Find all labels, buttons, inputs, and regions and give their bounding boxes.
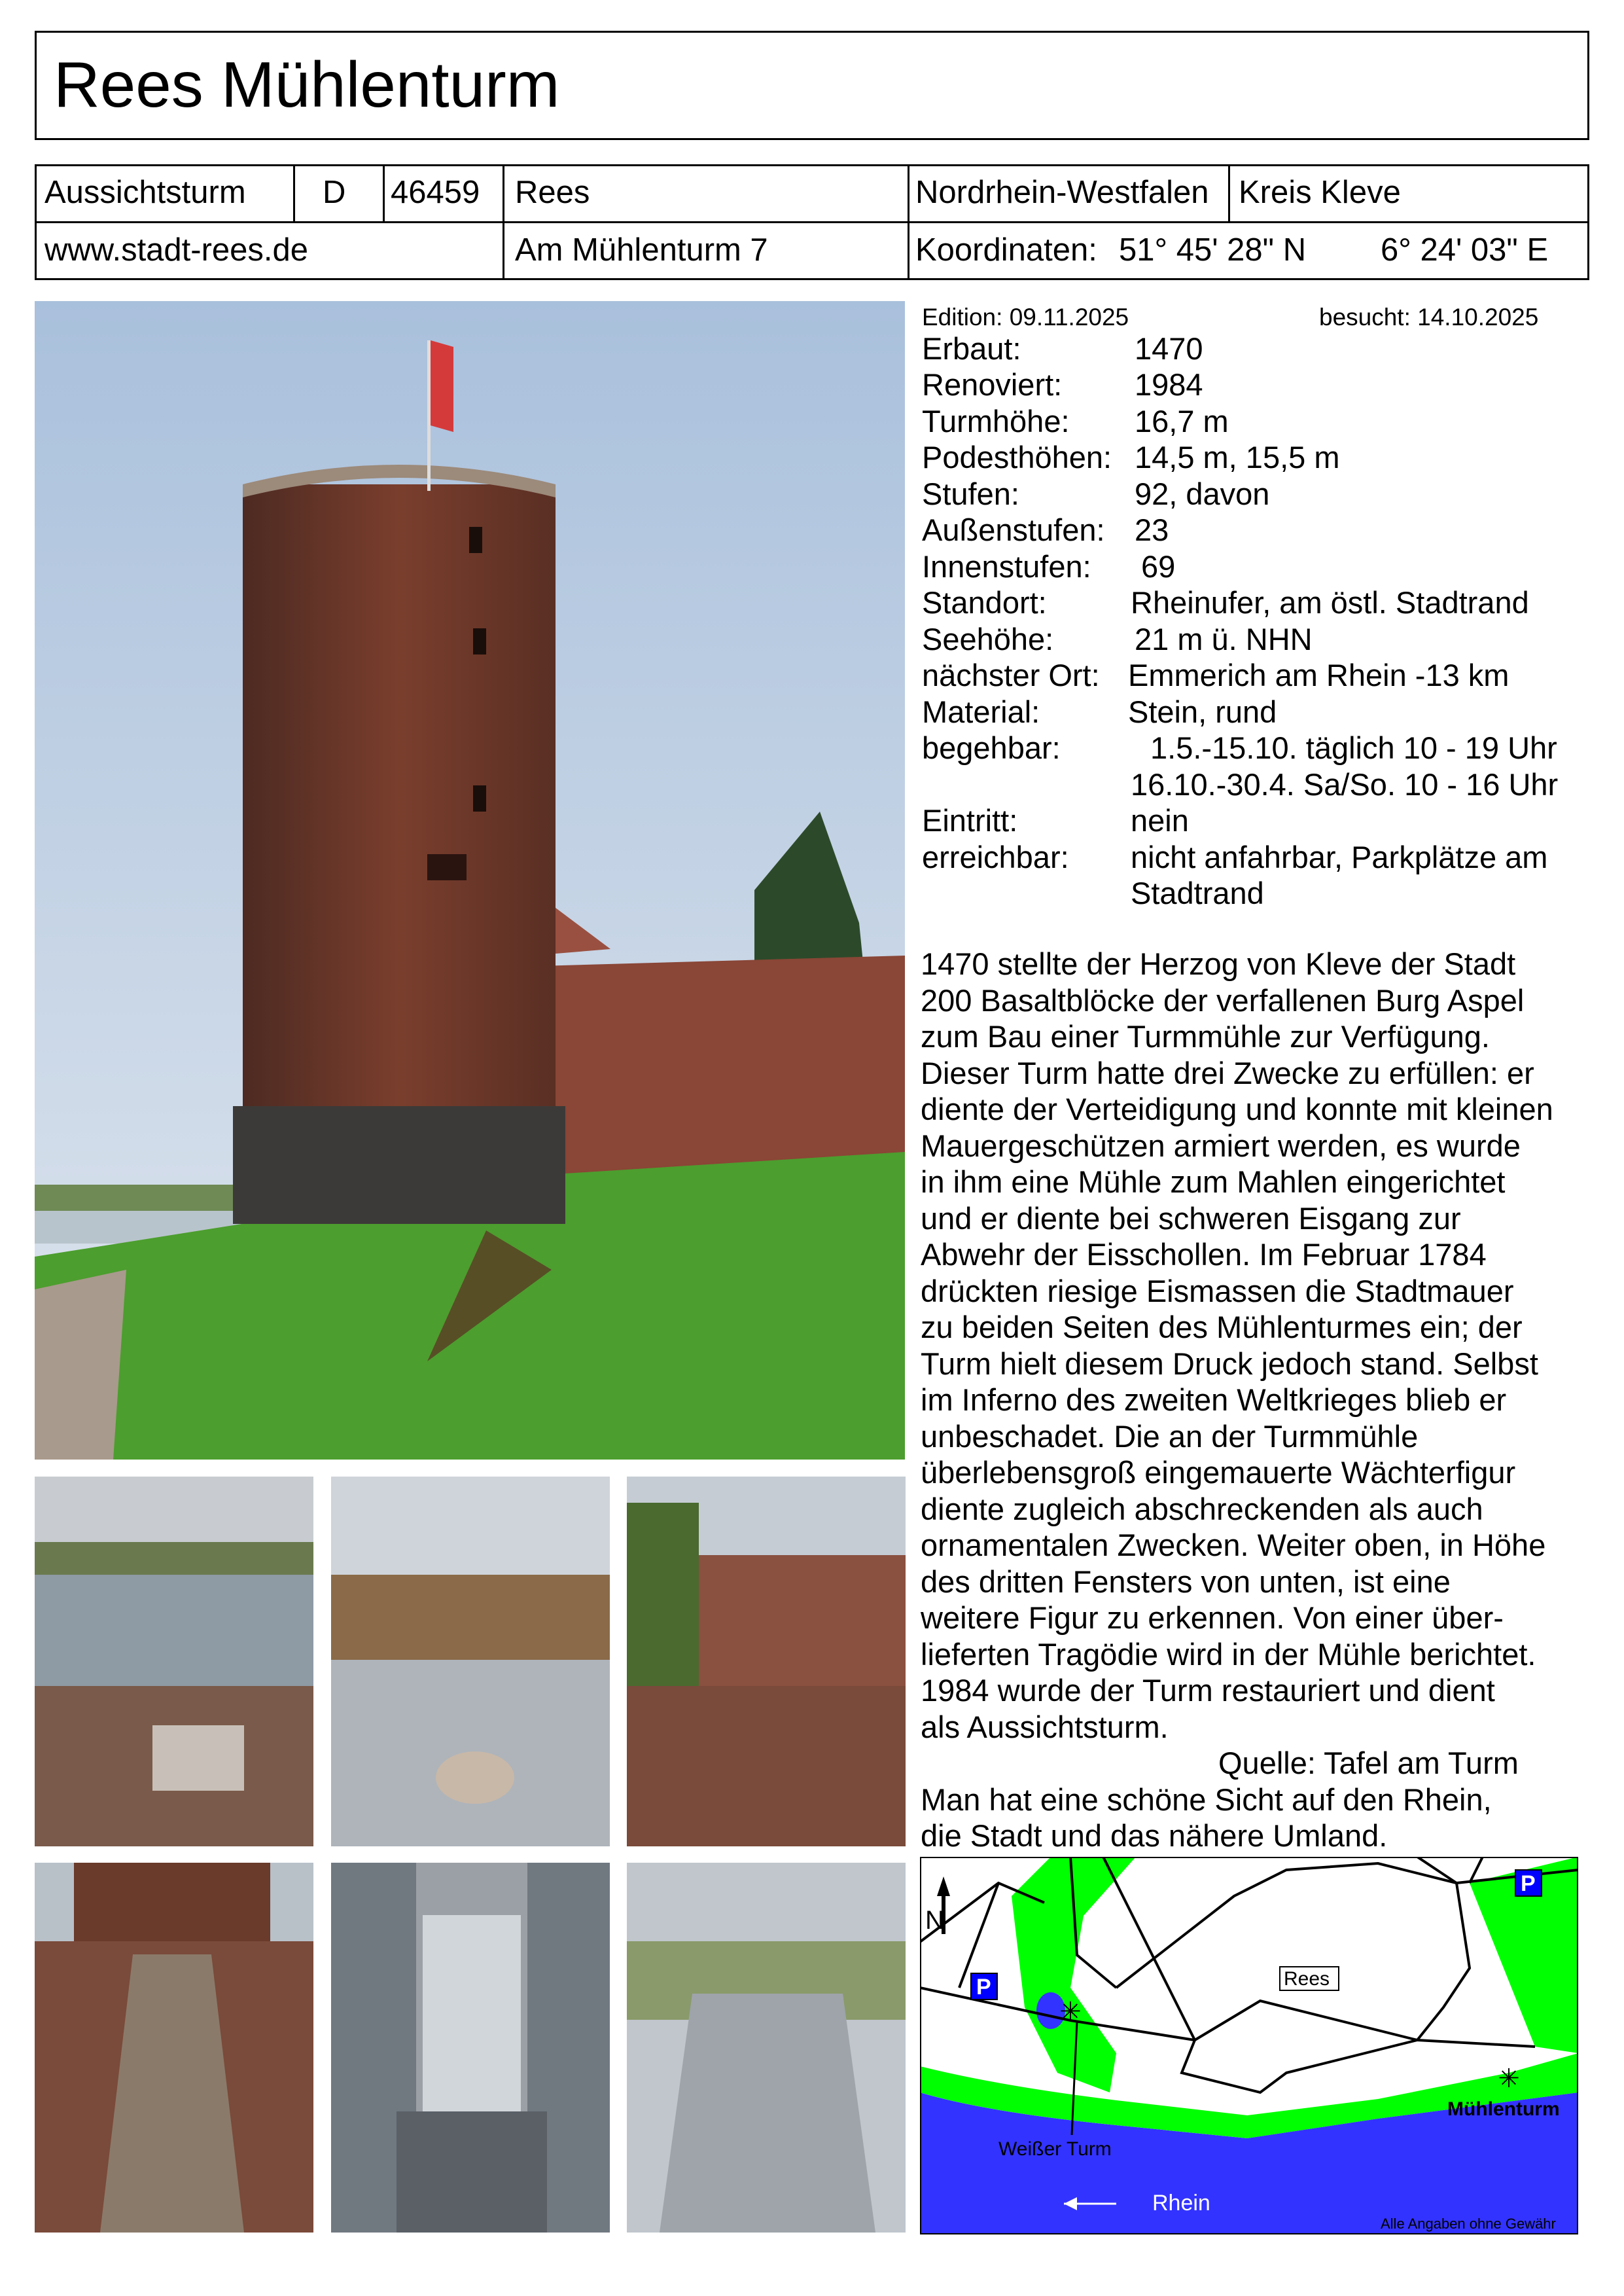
fact-label: Renoviert: <box>922 367 1063 402</box>
district: Kreis Kleve <box>1239 175 1401 210</box>
fact-label: Seehöhe: <box>922 622 1054 656</box>
description-line: überlebensgroß eingemauerte Wächterfigur <box>921 1455 1516 1490</box>
description-line: des dritten Fensters von unten, ist eine <box>921 1564 1451 1599</box>
fact-label: erreichbar: <box>922 840 1069 874</box>
fact-value: 14,5 m, 15,5 m <box>1135 440 1340 475</box>
description <box>921 946 1601 1854</box>
fact-label: nächster Ort: <box>922 658 1100 692</box>
fact-value: 1.5.-15.10. täglich 10 - 19 Uhr <box>1150 730 1557 765</box>
fact-value: 16,7 m <box>1135 404 1229 439</box>
fact-value: 1984 <box>1135 367 1203 402</box>
river-label: Rhein <box>1152 2191 1210 2215</box>
zip-code: 46459 <box>391 175 480 210</box>
edition-date: Edition: 09.11.2025 <box>922 304 1129 331</box>
fact-label: Innenstufen: <box>922 549 1091 584</box>
title-box <box>35 31 1589 140</box>
fact-label: Stufen: <box>922 476 1019 511</box>
thumbnail-metal-stairs <box>627 1863 906 2233</box>
fact-label: Eintritt: <box>922 803 1018 838</box>
fact-label: Material: <box>922 694 1040 729</box>
tower-marker-icon: ✳ <box>1059 1998 1082 2026</box>
fact-label: Turmhöhe: <box>922 404 1070 439</box>
fact-label: begehbar: <box>922 730 1061 765</box>
fact-value: 23 <box>1135 512 1169 547</box>
tower-marker-icon: ✳ <box>1498 2064 1520 2093</box>
coordinates-label: Koordinaten: <box>915 232 1097 268</box>
description-line: 1984 wurde der Turm restauriert und dient <box>921 1673 1495 1708</box>
header-col-divider <box>293 164 295 223</box>
tower-label: Mühlenturm <box>1447 2098 1560 2120</box>
fact-value: Emmerich am Rhein -13 km <box>1128 658 1509 692</box>
fact-label: Außenstufen: <box>922 512 1105 547</box>
country-code: D <box>323 175 346 210</box>
description-line: zu beiden Seiten des Mühlenturmes ein; der <box>921 1310 1523 1344</box>
description-line: diente zugleich abschreckenden als auch <box>921 1491 1483 1526</box>
description-line: als Aussichtsturm. <box>921 1709 1169 1744</box>
description-line: Turm hielt diesem Druck jedoch stand. Selbst <box>921 1346 1538 1381</box>
fact-label: Podesthöhen: <box>922 440 1112 475</box>
fact-value: 1470 <box>1135 331 1203 366</box>
address: Am Mühlenturm 7 <box>515 232 768 268</box>
town-label: Rees <box>1284 1968 1330 1990</box>
latitude: 51° 45' 28" N <box>1119 232 1307 268</box>
state: Nordrhein-Westfalen <box>915 175 1209 210</box>
fact-value: Stein, rund <box>1128 694 1277 729</box>
description-line: in ihm eine Mühle zum Mahlen eingerichtet <box>921 1164 1506 1199</box>
description-line: 200 Basaltblöcke der verfallenen Burg Aspel <box>921 982 1525 1018</box>
fact-value: 21 m ü. NHN <box>1135 622 1313 656</box>
thumbnail-town-roofs <box>627 1477 906 1846</box>
thumbnail-platform-compass <box>331 1477 610 1846</box>
main-photo-tower <box>35 301 905 1460</box>
tower-type: Aussichtsturm <box>44 175 246 210</box>
fact-label: Standort: <box>922 585 1047 620</box>
visited-date: besucht: 14.10.2025 <box>1319 304 1539 331</box>
fact-value: nein <box>1131 803 1189 838</box>
fact-value: nicht anfahrbar, Parkplätze am <box>1131 840 1548 874</box>
fact-value: 16.10.-30.4. Sa/So. 10 - 16 Uhr <box>1131 767 1559 802</box>
description-line: und er diente bei schweren Eisgang zur <box>921 1200 1461 1236</box>
description-line: unbeschadet. Die an der Turmmühle <box>921 1418 1419 1454</box>
header-col-divider <box>1228 164 1230 223</box>
map-frame <box>920 1857 1578 2234</box>
view-line: Man hat eine schöne Sicht auf den Rhein, <box>921 1782 1492 1817</box>
header-col-divider <box>383 164 385 223</box>
longitude: 6° 24' 03" E <box>1381 232 1549 268</box>
city: Rees <box>515 175 590 210</box>
header-col-divider <box>503 164 504 280</box>
description-line: Mauergeschützen armiert werden, es wurde <box>921 1128 1521 1163</box>
thumbnail-inner-stairs <box>331 1863 610 2233</box>
description-line: 1470 stellte der Herzog von Kleve der Stadt <box>921 946 1516 981</box>
fact-label: Erbaut: <box>922 331 1021 366</box>
website: www.stadt-rees.de <box>44 232 309 268</box>
description-line: Dieser Turm hatte drei Zwecke zu erfüllen: er <box>921 1055 1534 1090</box>
page-title: Rees Mühlenturm <box>54 48 560 120</box>
source-note: Quelle: Tafel am Turm <box>1218 1746 1519 1780</box>
other-tower-label: Weißer Turm <box>998 2138 1112 2160</box>
north-label: N <box>925 1906 944 1935</box>
view-line: die Stadt und das nähere Umland. <box>921 1818 1388 1853</box>
description-line: zum Bau einer Turmmühle zur Verfügung. <box>921 1019 1490 1054</box>
map-disclaimer: Alle Angaben ohne Gewähr <box>1381 2215 1556 2232</box>
description-line: ornamentalen Zwecken. Weiter oben, in Höhe <box>921 1528 1546 1562</box>
description-line: drückten riesige Eismassen die Stadtmauer <box>921 1273 1514 1308</box>
fact-value: 69 <box>1141 549 1176 584</box>
fact-value: Rheinufer, am östl. Stadtrand <box>1131 585 1529 620</box>
thumbnail-rhine-view <box>35 1477 313 1846</box>
description-line: im Inferno des zweiten Weltkrieges blieb er <box>921 1382 1507 1417</box>
header-row-divider <box>35 221 1589 223</box>
description-line: Abwehr der Eisschollen. Im Februar 1784 <box>921 1237 1487 1272</box>
header-col-divider <box>908 164 909 280</box>
description-line: lieferten Tragödie wird in der Mühle berichtet. <box>921 1636 1536 1672</box>
description-line: diente der Verteidigung und konnte mit kleinen <box>921 1092 1553 1126</box>
parking-label: P <box>1521 1871 1536 1896</box>
description-line: weitere Figur zu erkennen. Von einer über- <box>921 1600 1504 1635</box>
fact-value: Stadtrand <box>1131 876 1264 910</box>
parking-label: P <box>976 1975 991 2000</box>
fact-value: 92, davon <box>1135 476 1270 511</box>
thumbnail-outer-stairs <box>35 1863 313 2233</box>
